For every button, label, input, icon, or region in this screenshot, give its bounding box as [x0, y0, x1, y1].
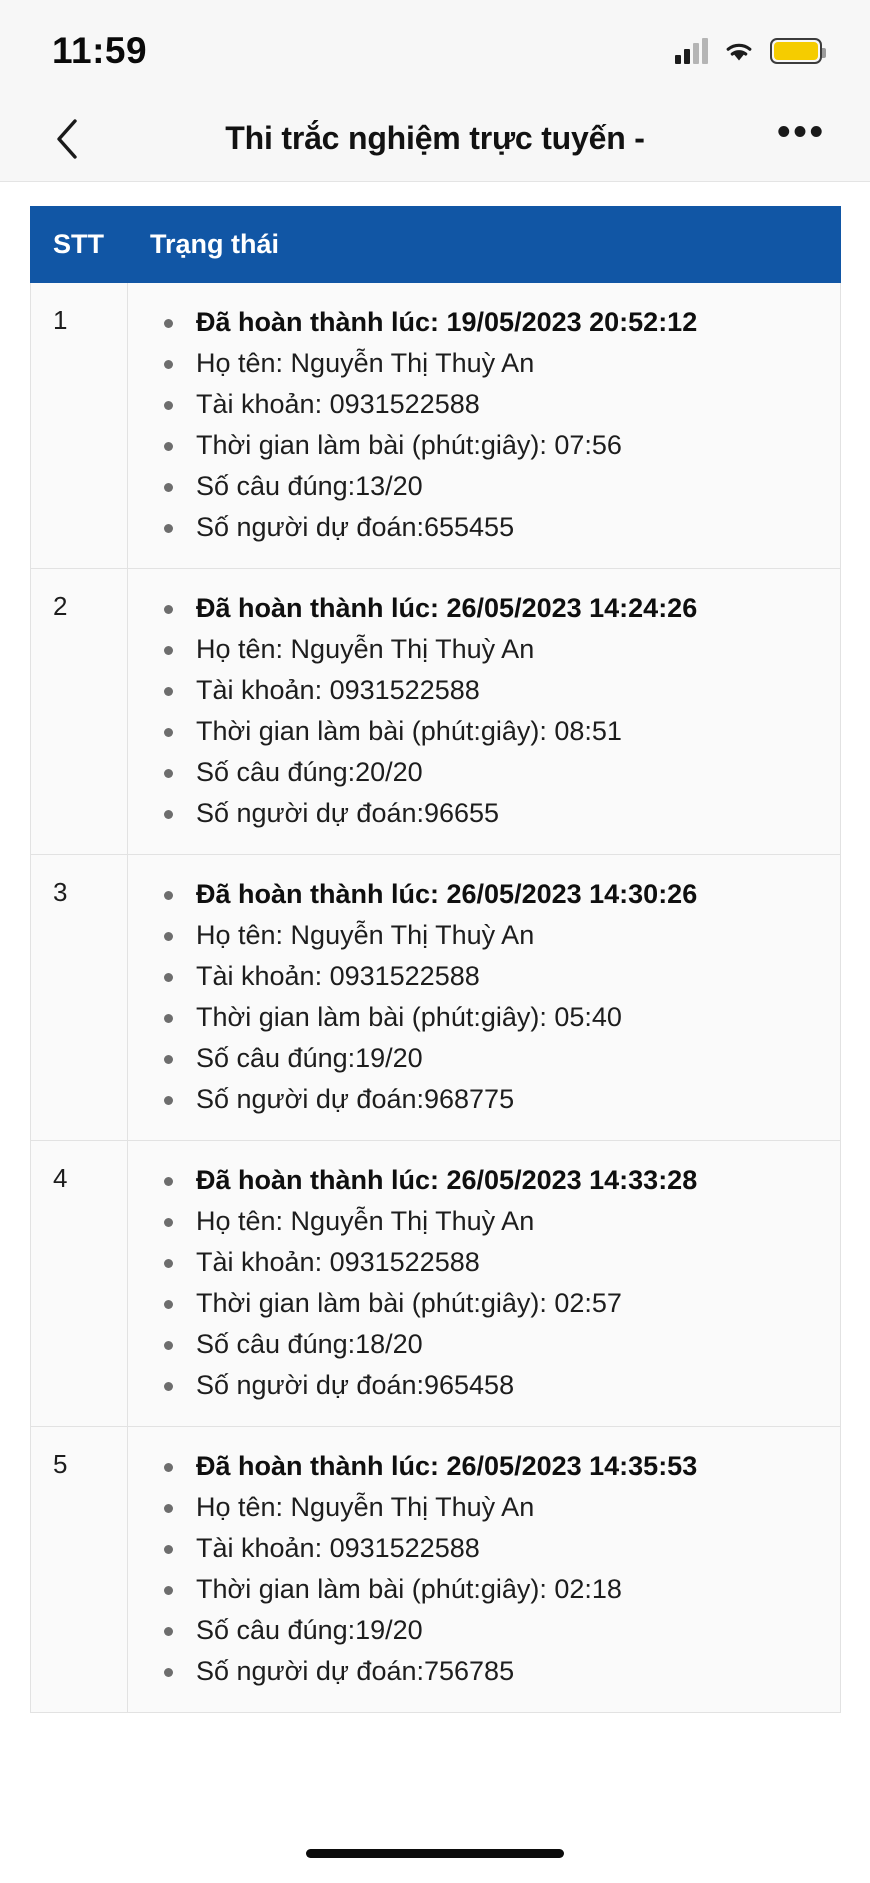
detail-correct-count: Số câu đúng:19/20	[150, 1613, 822, 1647]
row-status	[128, 1427, 841, 1713]
table-body	[31, 283, 841, 1713]
column-header-status: Trạng thái	[128, 207, 841, 283]
detail-completed-at: Đã hoàn thành lúc: 26/05/2023 14:24:26	[150, 591, 822, 625]
results-table	[30, 206, 841, 1713]
table-row[interactable]	[31, 855, 841, 1141]
home-indicator-area	[0, 1823, 870, 1883]
detail-completed-at: Đã hoàn thành lúc: 26/05/2023 14:33:28	[150, 1163, 822, 1197]
detail-account: Tài khoản: 0931522588	[150, 387, 822, 421]
navigation-bar	[0, 96, 870, 182]
more-options-button[interactable]: •••	[777, 110, 826, 153]
detail-account: Tài khoản: 0931522588	[150, 673, 822, 707]
table-row[interactable]	[31, 1427, 841, 1713]
detail-correct-count: Số câu đúng:13/20	[150, 469, 822, 503]
row-index: 3	[31, 855, 128, 1141]
detail-predicted-people: Số người dự đoán:96655	[150, 796, 822, 830]
detail-completed-at: Đã hoàn thành lúc: 19/05/2023 20:52:12	[150, 305, 822, 339]
page-title: Thi trắc nghiệm trực tuyến -	[225, 120, 645, 156]
status-bar	[0, 0, 870, 96]
cellular-signal-icon	[675, 38, 708, 64]
row-index: 4	[31, 1141, 128, 1427]
row-status	[128, 569, 841, 855]
row-status	[128, 283, 841, 569]
detail-predicted-people: Số người dự đoán:655455	[150, 510, 822, 544]
detail-correct-count: Số câu đúng:20/20	[150, 755, 822, 789]
detail-account: Tài khoản: 0931522588	[150, 1245, 822, 1279]
detail-list	[150, 305, 822, 544]
detail-account: Tài khoản: 0931522588	[150, 959, 822, 993]
row-index: 5	[31, 1427, 128, 1713]
detail-duration: Thời gian làm bài (phút:giây): 08:51	[150, 714, 822, 748]
detail-predicted-people: Số người dự đoán:965458	[150, 1368, 822, 1402]
detail-full-name: Họ tên: Nguyễn Thị Thuỳ An	[150, 1204, 822, 1238]
detail-completed-at: Đã hoàn thành lúc: 26/05/2023 14:35:53	[150, 1449, 822, 1483]
detail-duration: Thời gian làm bài (phút:giây): 05:40	[150, 1000, 822, 1034]
row-status	[128, 855, 841, 1141]
table-header-row	[31, 207, 841, 283]
table-row[interactable]	[31, 1141, 841, 1427]
table-header	[31, 207, 841, 283]
detail-correct-count: Số câu đúng:19/20	[150, 1041, 822, 1075]
detail-full-name: Họ tên: Nguyễn Thị Thuỳ An	[150, 632, 822, 666]
row-index: 2	[31, 569, 128, 855]
table-row[interactable]	[31, 283, 841, 569]
detail-list	[150, 1163, 822, 1402]
detail-duration: Thời gian làm bài (phút:giây): 02:57	[150, 1286, 822, 1320]
back-button[interactable]	[44, 116, 90, 162]
detail-duration: Thời gian làm bài (phút:giây): 02:18	[150, 1572, 822, 1606]
detail-full-name: Họ tên: Nguyễn Thị Thuỳ An	[150, 918, 822, 952]
detail-full-name: Họ tên: Nguyễn Thị Thuỳ An	[150, 346, 822, 380]
wifi-icon	[722, 38, 756, 64]
column-header-stt: STT	[31, 207, 128, 283]
row-index: 1	[31, 283, 128, 569]
results-content	[0, 182, 870, 1823]
table-row[interactable]	[31, 569, 841, 855]
status-time: 11:59	[52, 30, 148, 71]
row-status	[128, 1141, 841, 1427]
detail-completed-at: Đã hoàn thành lúc: 26/05/2023 14:30:26	[150, 877, 822, 911]
battery-icon	[770, 38, 822, 64]
detail-predicted-people: Số người dự đoán:968775	[150, 1082, 822, 1116]
home-indicator[interactable]	[306, 1849, 564, 1858]
detail-full-name: Họ tên: Nguyễn Thị Thuỳ An	[150, 1490, 822, 1524]
detail-duration: Thời gian làm bài (phút:giây): 07:56	[150, 428, 822, 462]
detail-predicted-people: Số người dự đoán:756785	[150, 1654, 822, 1688]
detail-account: Tài khoản: 0931522588	[150, 1531, 822, 1565]
detail-list	[150, 591, 822, 830]
detail-list	[150, 877, 822, 1116]
status-icons	[675, 32, 822, 64]
detail-list	[150, 1449, 822, 1688]
detail-correct-count: Số câu đúng:18/20	[150, 1327, 822, 1361]
